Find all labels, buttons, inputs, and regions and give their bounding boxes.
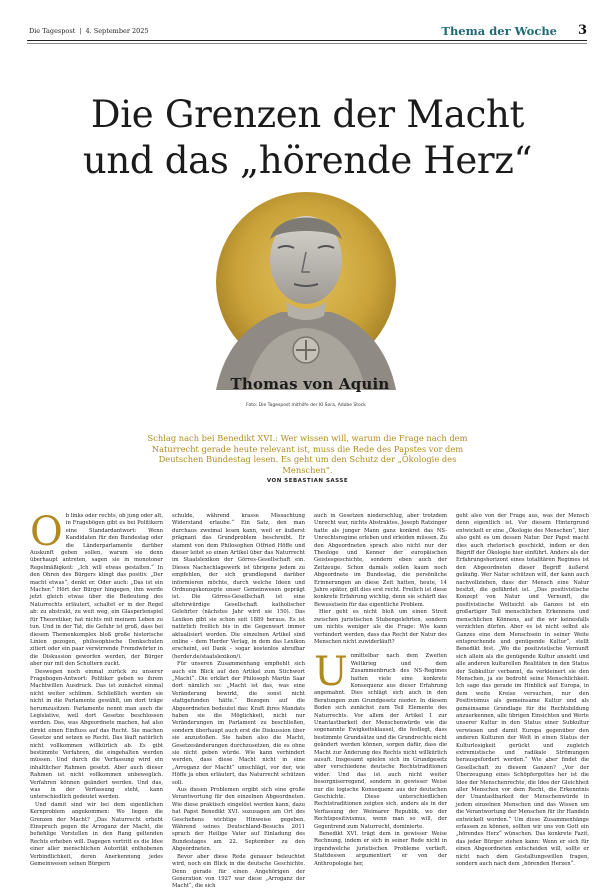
paragraph — [30, 509, 164, 669]
paragraph: Bevor aber diese Rede genauer beleuchtet wird, noch ein Blick in die deutsche Geschichte. Denn gerade für einen Angehörigen der Generation von 1927 war diese „Arroganz der Macht“, die sich — [172, 853, 305, 890]
headline — [30, 92, 585, 184]
issue-date: 4. September 2025 — [85, 27, 149, 35]
article-column-4 — [456, 513, 589, 868]
drop-cap: U — [314, 649, 348, 696]
byline: VON SEBASTIAN SASSE — [266, 478, 349, 484]
header-rule-thin — [27, 43, 587, 44]
paragraph: Hier geht es nicht bloß um einen Streit zwischen juristischen Stubengelehrten, sondern um nichts weniger als die Frage: Wie kann verhindert werden, dass das Recht der Natur des Menschen nicht zuwiderläuft? — [314, 609, 447, 645]
masthead-line — [27, 27, 151, 35]
page-number: 3 — [577, 23, 587, 38]
headline-line-2: und das „hörende Herz“ — [82, 139, 533, 182]
header-separator: | — [79, 27, 82, 35]
paragraph: geht also von der Frage aus, was der Mensch denn eigentlich ist. Vor diesem Hintergrund entwickelt er eine „Ökologie des Menschen“, hier also geht es um dessen Natur. Der Papst macht dies auch rhetorisch geschickt, indem er den Begriff der Ökologie hier einführt. Anders als der Erfahrungshorizont eines totalitären Regimes ist den Abgeordneten dieser Begriff äußerst geläufig. Wer Natur schützen will, der kann auch nachvollziehen, dass der Mensch eine Natur besitzt, die gefährdet ist. „Das positivistische Konzept von Natur und Vernunft, die positivistische Weltsicht als Ganzes ist ein großartiger Teil menschlichen Erkennens und menschlichen Könnens, auf die wir keinesfalls verzichten dürfen. Aber es ist nicht selbst als Ganzes eine dem Menschsein in seiner Weite entsprechende und genügende Kultur“, stellt Benedikt fest. „Wo die positivistische Vernunft sich allein als die genügende Kultur ansieht und alle anderen kulturellen Realitäten in den Status der Subkultur verbannt, da verkleinert sie den Menschen, ja sie bedroht seine Menschlichkeit. Ich sage das gerade im Hinblick auf Europa, in dem weite Kreise versuchen, nur den Positivismus als gemeinsame Kultur und als gemeinsame Grundlage für die Rechtsbildung anzuerkennen, alle übrigen Einsichten und Werte unserer Kultur in den Status einer Subkultur verwiesen und damit Europa gegenüber den anderen Kulturen der Welt in einen Status der Kulturlosigkeit gerückt und zugleich extremistische und radikale Strömungen herausgefordert werden.“ Wie aber findet die Gesellschaft zu diesem Ganzen? „Vor der Überzeugung eines Schöpfergottes her ist die Idee der Menschenrechte, die Idee der Gleichheit aller Menschen vor dem Recht, die Erkenntnis der Unantastbarkeit der Menschenwürde in jedem einzelnen Menschen und das Wissen um die Verantwortung der Menschen für ihr Handeln entwickelt worden.“ Um diese Zusammenhänge erfassen zu können, sollten wir uns von Gott ein „hörendes Herz“ wünschen. Das konkrete Fazit, das jeder Bürger ziehen kann: Wenn er sich für einen Abgeordneten entscheiden will, sollte er nicht nach dem Gestaltungswillen fragen, sondern auch nach dem „hörenden Herzen“. — [456, 513, 589, 868]
paragraph-text: b links oder rechts, ob jung oder alt, in Fragebögen gibt es bei Politikern eine Standardantwort: Wenn Kandidaten für den Bundestag oder die Länderparlamente darüber Auskunft geben sollen, warum sie denn überhaupt antreten, sagen sie in monotoner Regelmäßigkeit: „Ich will etwas gestalten.“ In den Ohren des Bürgers klingt das positiv. „Der macht etwas“, denkt er. Oder auch: „Das ist ein Macher.“ Hört der Bürger hingegen, ihm werde jetzt gleich etwas über die Bedeutung des Naturrechts erläutert, schaltet er in der Regel ab: zu abstrakt, zu weit weg, ein Glasperlenspiel für Theoretiker, hat nichts mit meinem Leben zu tun. Und in der Tat, die Gefahr ist groß, dass bei diesem Themenkomplex bloß große historische Linien gezogen, philosophische Denkschulen zitiert oder ein paar verwirrende Fremdwörter in die Diskussion geworfen werden, der Bürger aber nur mit den Schultern zuckt. — [30, 513, 164, 668]
section-rubric: Thema der Woche — [441, 24, 557, 38]
newspaper-name: Die Tagespost — [29, 27, 76, 35]
portrait-image — [186, 190, 426, 390]
paragraph: Aus diesen Problemen ergibt sich eine große Verantwortung für den einzelnen Abgeordneten. Wie diese praktisch eingelöst werden kann, dazu hat Papst Benedikt XVI. sozusagen am Ort des Geschehens wichtige Hinweise gegeben. Während seines Deutschland-Besuchs 2011 sprach der Heilige Vater auf Einladung des Bundestages am 22. September zu den Abgeordneten. — [172, 787, 305, 853]
paragraph-text: nmittelbar nach dem Zweiten Weltkrieg und dem Zusammenbruch des NS-Regimes hatten viele eine konkrete Konsequenz aus dieser Erfahrung angemahnt. Dies schlägt sich auch in den Beratungen zum Grundgesetz nieder. In diesem Boden sich zunächst zum Teil Elemente des Naturrechts. Vor allem der Artikel 1 zur Unantastbarkeit der Menschenwürde wie die sogenannte Ewigkeitsklausel, die festlegt, dass bestimmte Grundsätze und die Grundrechte nicht geändert werden können, sorgen dafür, dass die Macht zur Änderung des Rechts nicht willkürlich ausuft. Insgesamt spielen sich im Grundgesetz aber verschiedene deutsche Rechtstraditionen wider. Und das ist auch nicht weiter besorgniserregend, sondern in gewisser Weise nur die logische Konsequenz aus der deutschen Geschichte. Diese unterschiedlichen Rechtstraditionen zeigten sich, anders als in der Verfassung der Weimarer Republik, wo der Rechtspositivismus, wenn man so will, der Gegentrend zum Naturrecht, dominierte. — [314, 653, 447, 830]
image-credit: Foto: Die Tagespost mithilfe der KI Sora, Adobe Stock — [246, 403, 366, 408]
portrait-illustration — [186, 190, 426, 390]
paragraph: auch in Gesetzen niederschlug, aber trotzdem Unrecht war, nichts Abstraktes. Joseph Ratzinger hatte als junger Mann ganz konkret das NS-Unrechtsregime erleben und erleiden müssen. Zu den Abgeordneten sprach also nicht nur der Theologe und Kenner der europäischen Geistesgeschichte, sondern eben auch der Zeitzeuge. Schon damals sollen kaum noch Abgeordnete im Bundestag, die persönliche Erinnerungen an diese Zeit hatten, heute, 14 Jahre später, gilt dies erst recht. Freilich ist diese konkrete Erfahrung wichtig, denn sie schärft das Bewusstsein für das eigentliche Problem. — [314, 513, 447, 608]
paragraph — [314, 649, 447, 831]
drop-cap: O — [30, 509, 63, 555]
article-column-1 — [30, 509, 164, 868]
paragraph: Benedikt XVI. trägt dem in gewisser Weise Rechnung, indem er sich in seiner Rede nicht in irgendwelche juristischen Probleme vertieft. Stattdessen argumentiert er von der Anthropologie her, — [314, 831, 447, 867]
paragraph: Deswegen noch einmal zurück zu unserer Fragebogen-Antwort: Politiker geben so ihrem Machtwillen Ausdruck. Das ist zunächst einmal nicht weiter schlimm. Schließlich werden sie nicht in die Parlamente gewählt, um dort träge herumzusitzen. Parlamente nennt man auch die Legislative, weil dort Gesetze beschlossen werden. Das, was Abgeordnete machen, hat also direkt einen Einfluss auf das Recht. Sie machen Gesetze und setzen so Recht. Das läuft natürlich nicht vollkommen willkürlich ab. Es gibt bestimmte Verfahren, die eingehalten werden müssen. Und durch die Verfassung wird ein inhaltlicher Rahmen gesetzt. Aber auch dieser Rahmen ist nicht vollkommen unbeweglich. Verfahren können geändert werden. Und das, was in der Verfassung steht, kann unterschiedlich gedeutet werden. — [30, 668, 163, 801]
header-rule — [27, 40, 587, 41]
article-column-3 — [314, 513, 447, 867]
paragraph: Und damit sind wir bei dem eigentlichen Kernproblem angekommen: Wo liegen die Grenzen der Macht? „Das Naturrecht erhebt Einspruch gegen die Arroganz der Macht, die befiehlige Vorstellen in den Rang geltenden Rechts erheben will. Dagegen vertritt es die Idee einer aller menschlichen Autorität enthobenen Verbindlichkeit, deren Anerkennung jedes Gemeinwesen seinen Bürgern — [30, 801, 163, 868]
article-column-2 — [172, 513, 305, 890]
dek-intro: Schlag nach bei Benedikt XVI.: Wer wissen will, warum die Frage nach dem Naturrecht gerade heute relevant ist, muss die Rede des Papstes vor dem Deutschen Bundestag lesen. Es geht um den Schutz der „Ökologie des Menschen“. — [147, 433, 468, 475]
headline-line-1: Die Grenzen der Macht — [90, 93, 525, 136]
paragraph: Für unseren Zusammenhang empfiehlt sich auch ein Blick auf den Artikel zum Stichwort „Macht“. Die erklärt der Philosoph Martin Saar dort nämlich so: „Macht ist das, was eine Veränderung bewirkt, die sonst nicht stattgefunden hätte.“ Bezogen auf die Abgeordneten bedeutet das: Kraft ihres Mandats haben sie die Möglichkeit, nicht nur Veränderungen im Parlament zu beschließen, sondern überhaupt auch erst die Diskussion über sie anzustoßen. Sie haben also die Macht, Gesetzesänderungen durchzusetzen, die es ohne sie nicht geben würde. Wie kann verhindert werden, dass diese Macht nicht in eine „Arroganz der Macht“ umschlägt, vor der, wie Höffe ja oben erläutert, das Naturrecht schützen soll. — [172, 661, 305, 786]
image-caption-name: Thomas von Aquin — [230, 375, 390, 393]
paragraph: schulde, während krasse Missachtung Widerstand erlaube.“ Ein Satz, den man durchaus zweimal lesen kann, weil er äußerst prägnant das Grundproblem beschreibt. Er stammt von dem Philosophen Otfried Höffe und dieser leitet so einen Artikel über das Naturrecht im Staatslexikon der Görres-Gesellschaft ein. Dieses Nachschlagewerk ist übrigens jedem zu empfehlen, der sich grundlegend darüber informieren möchte, durch welche Ideen und Ordnungskonzepte unser Gemeinwesen geprägt ist. Die Görres-Gesellschaft ist eine altehrwürdige Gesellschaft katholischer Gelehrter (nächstes Jahr wird sie 150). Das Lexikon gibt sie schon seit 1889 heraus. Es ist natürlich freilich bis in die Gegenwart immer aktualisiert worden. Die einzelnen Artikel sind online – dem Herder Verlag, in dem das Lexikon erscheint, sei Dank – sogar kostenlos abrufbar (herder.de/staatslexikon/). — [172, 513, 305, 660]
